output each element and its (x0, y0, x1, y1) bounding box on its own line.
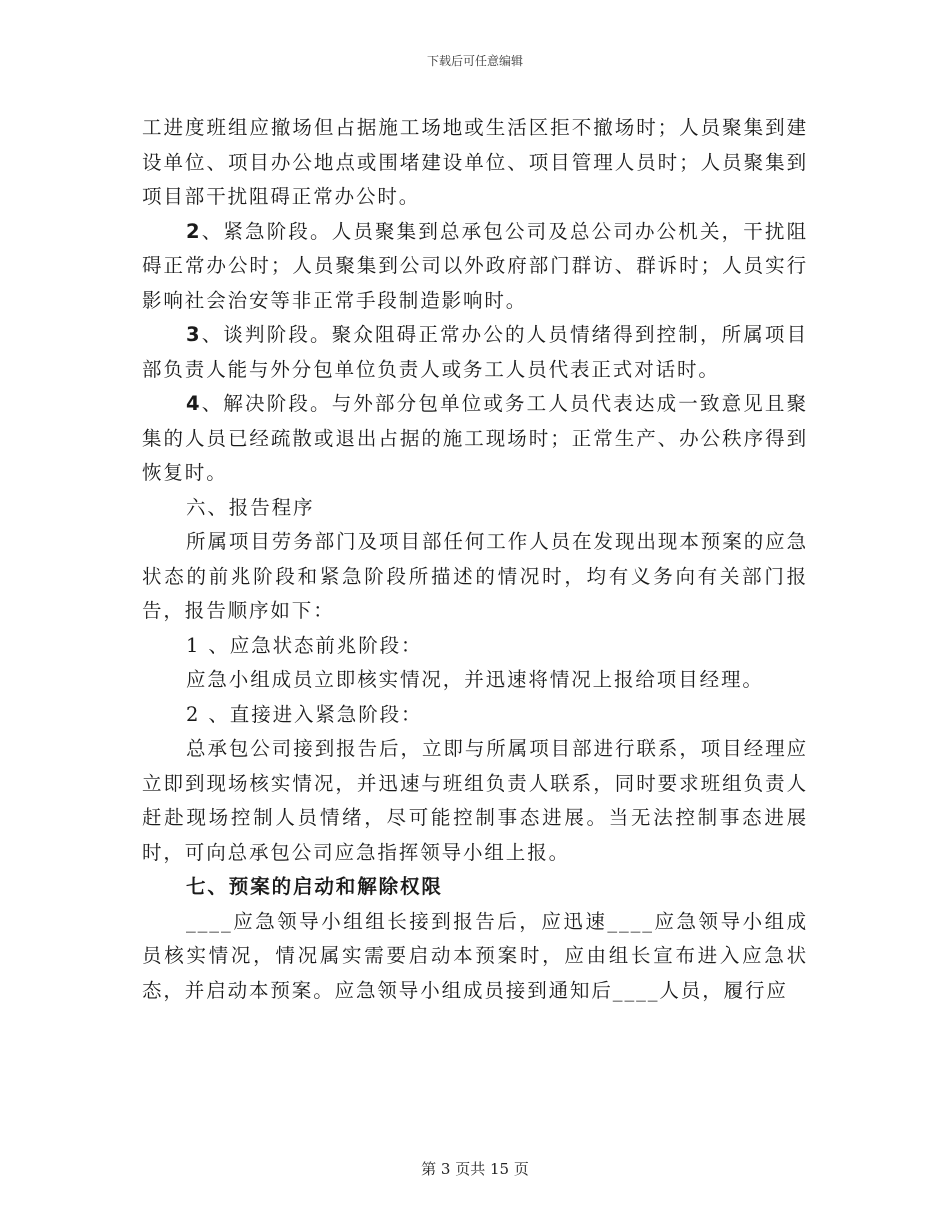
item-number: 3 (186, 323, 202, 346)
item-number: 2 (186, 219, 202, 243)
item-number: 4 (186, 392, 202, 415)
paragraph-plan-activation: ____应急领导小组组长接到报告后，应迅速____应急领导小组成员核实情况，情况属实需要启动本预案时，应由组长宣布进入应急状态，并启动本预案。应急领导小组成员接到通知后____人员，履行应 (142, 909, 808, 1002)
paragraph-direct-emergency-action: 总承包公司接到报告后，立即与所属项目部进行联系，项目经理应立即到现场核实情况，并迅速与班组负责人联系，同时要求班组负责人赶赴现场控制人员情绪，尽可能控制事态进展。当无法控制事态进展时，可向总承包公司应急指挥领导小组上报。 (142, 737, 808, 864)
paragraph-text: 、谈判阶段。聚众阻碍正常办公的人员情绪得到控制，所属项目部负责人能与外分包单位负责人或务工人员代表正式对话时。 (142, 323, 808, 381)
page-footer: 第 3 页共 15 页 (421, 1160, 529, 1178)
section-heading-plan-activation: 七、预案的启动和解除权限 (186, 875, 443, 898)
document-body (142, 111, 808, 1008)
paragraph-precursor-stage-label: 1 、应急状态前兆阶段： (186, 633, 423, 657)
section-heading-report-procedure: 六、报告程序 (186, 495, 315, 519)
paragraph-report-intro: 所属项目劳务部门及项目部任何工作人员在发现出现本预案的应急状态的前兆阶段和紧急阶段所描述的情况时，均有义务向有关部门报告，报告顺序如下： (142, 530, 808, 622)
paragraph-precursor-stage-action: 应急小组成员立即核实情况，并迅速将情况上报给项目经理。 (186, 668, 764, 691)
paragraph-text: 、紧急阶段。人员聚集到总承包公司及总公司办公机关，干扰阻碍正常办公时；人员聚集到公司以外政府部门群访、群诉时；人员实行影响社会治安等非正常手段制造影响时。 (142, 219, 808, 312)
paragraph-trigger-conditions: 工进度班组应撤场但占据施工场地或生活区拒不撤场时；人员聚集到建设单位、项目办公地点或围堵建设单位、项目管理人员时；人员聚集到项目部干扰阻碍正常办公时。 (142, 116, 808, 208)
paragraph-direct-emergency-label: 2 、直接进入紧急阶段： (186, 702, 423, 726)
paragraph-emergency-stage (142, 215, 808, 319)
page-header: 下载后可任意编辑 (426, 54, 523, 68)
paragraph-resolution-stage (142, 387, 808, 491)
paragraph-negotiation-stage (142, 318, 808, 387)
paragraph-text: 、解决阶段。与外部分包单位或务工人员代表达成一致意见且聚集的人员已经疏散或退出占据的施工现场时；正常生产、办公秩序得到恢复时。 (142, 392, 808, 484)
